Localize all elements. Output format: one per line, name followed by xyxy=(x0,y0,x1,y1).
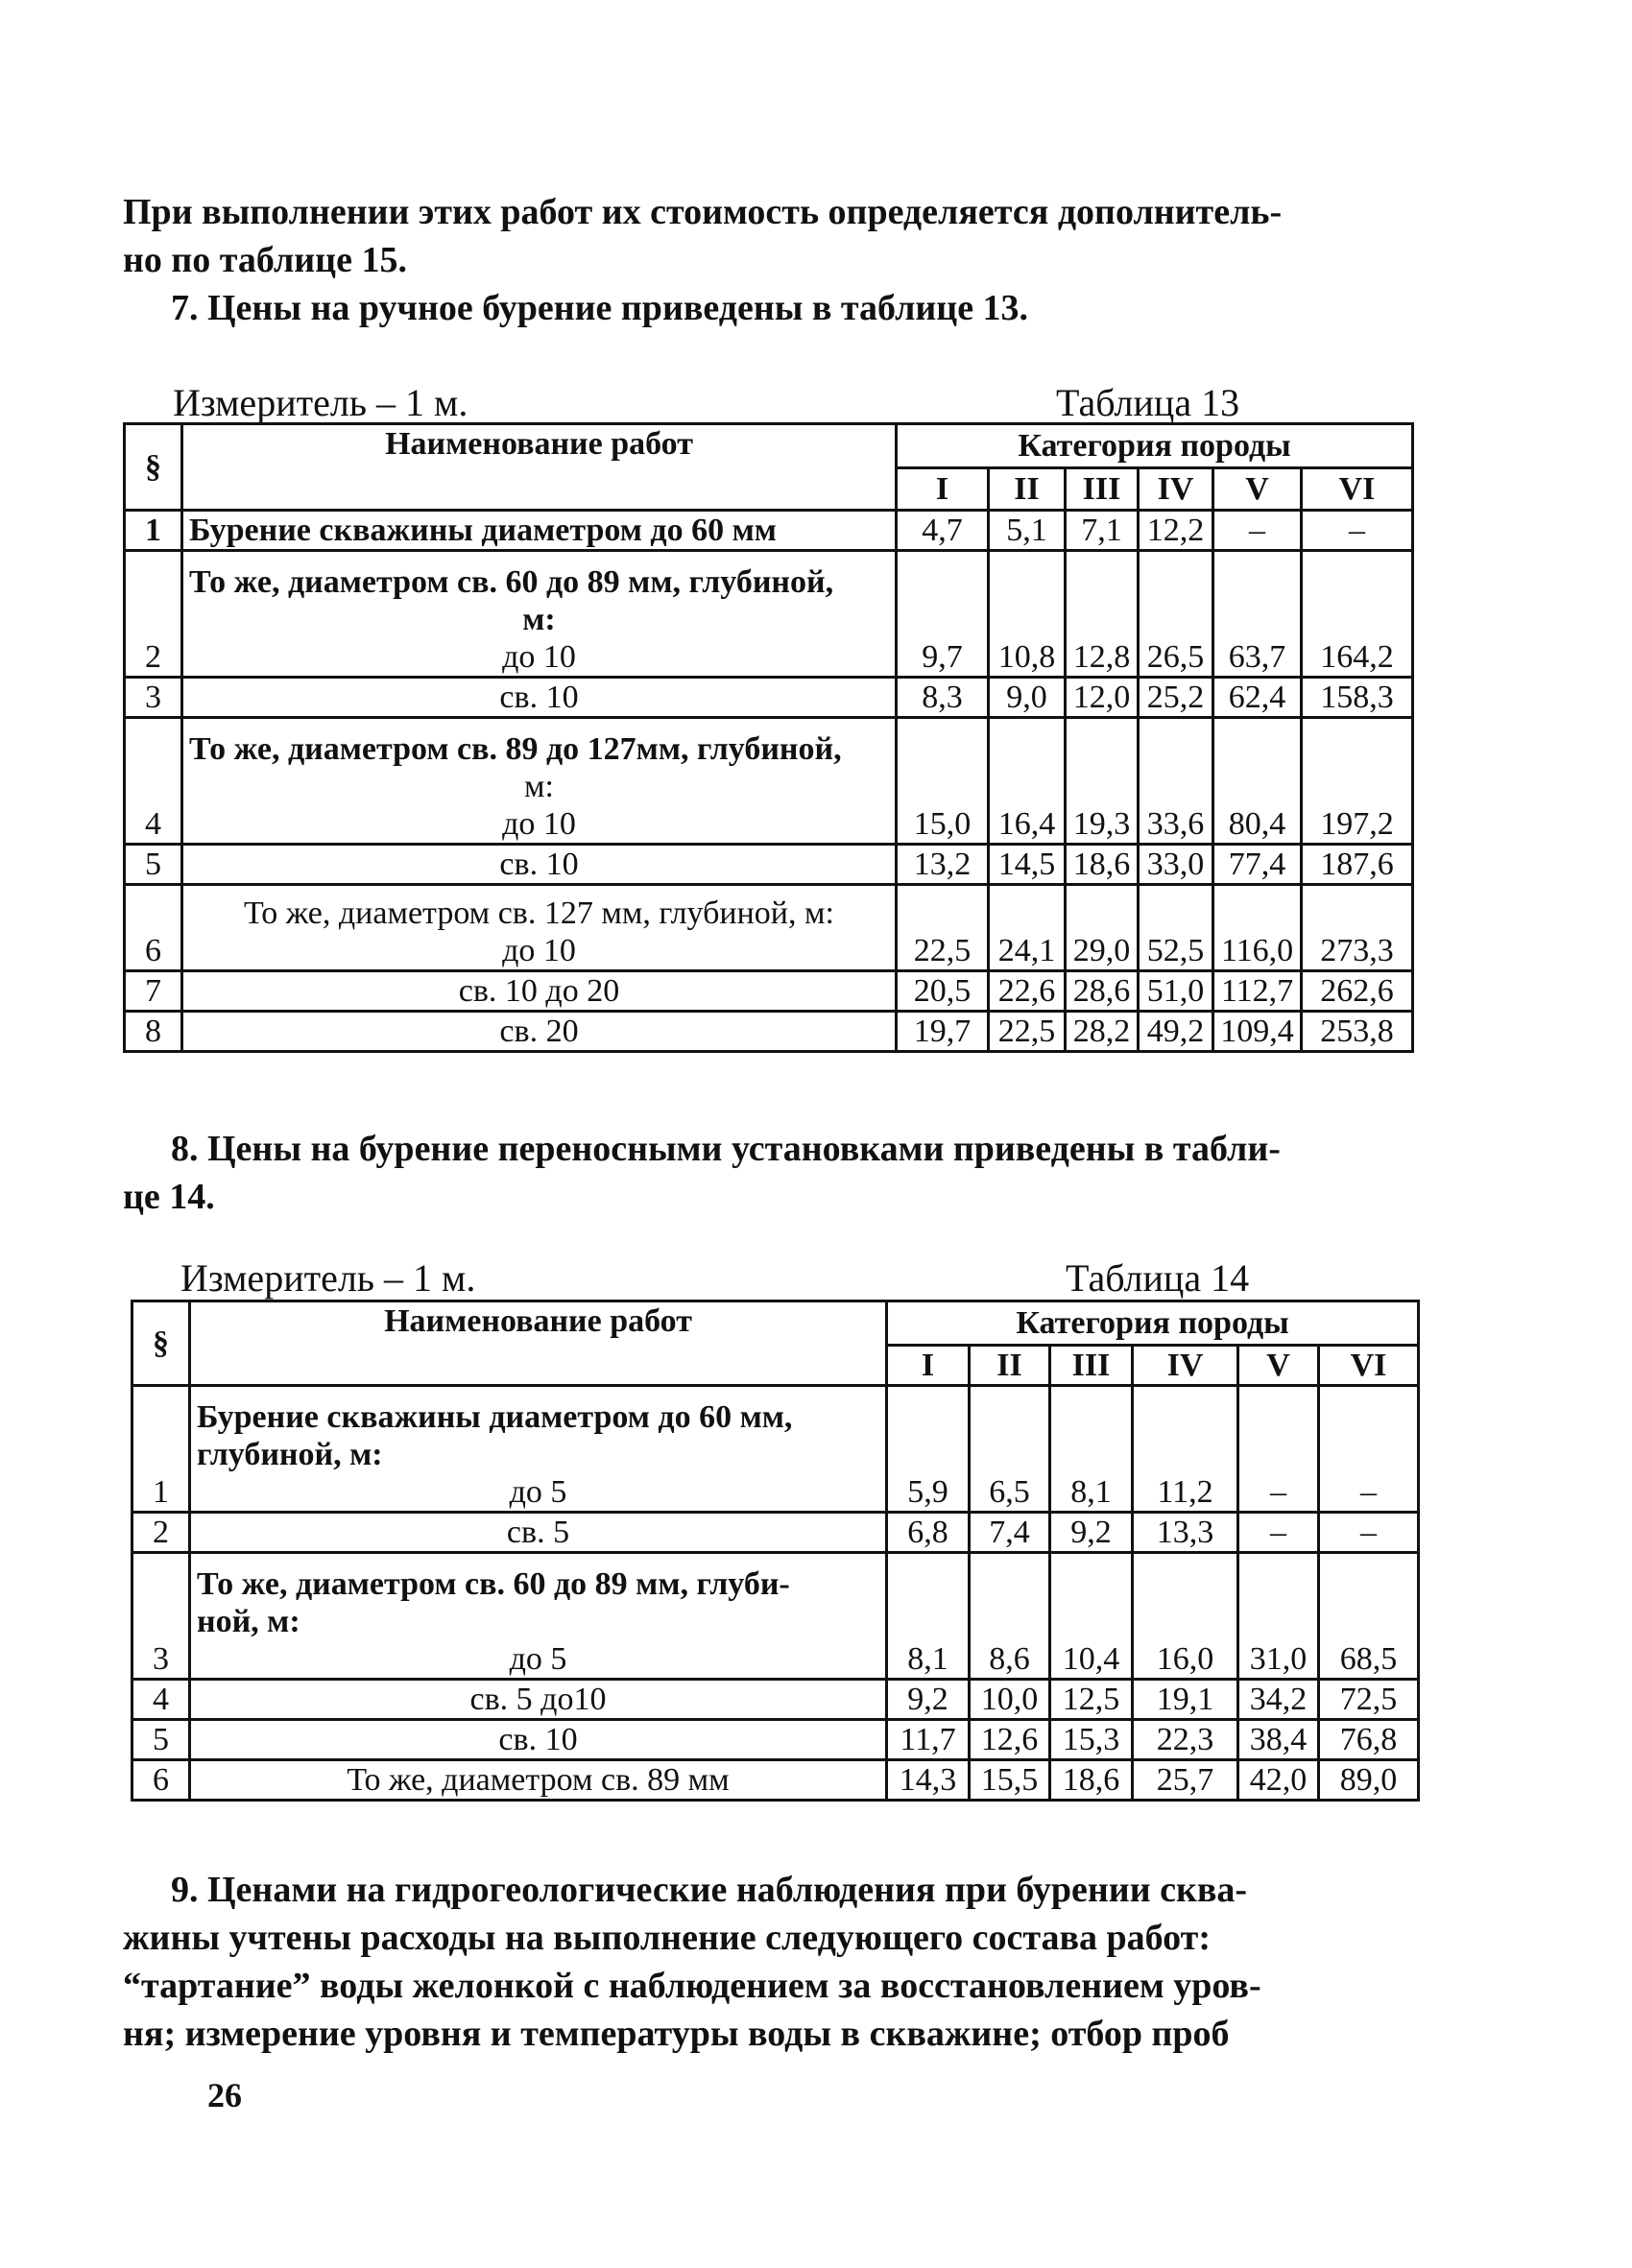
cell-value: 52,5 xyxy=(1139,885,1213,971)
row-number: 3 xyxy=(125,678,182,718)
cell-value: 16,0 xyxy=(1133,1553,1238,1680)
cell-value: 80,4 xyxy=(1213,718,1302,845)
row-name xyxy=(182,971,897,1012)
cell-value: 7,1 xyxy=(1066,511,1139,551)
cell-value: 11,7 xyxy=(887,1720,970,1760)
table-row xyxy=(125,718,1413,845)
cell-value: 72,5 xyxy=(1319,1680,1419,1720)
cell-value: 77,4 xyxy=(1213,845,1302,885)
cell-value: 12,2 xyxy=(1139,511,1213,551)
cell-value: 16,4 xyxy=(989,718,1066,845)
row-name-text: до 10 xyxy=(502,806,576,842)
cell-value: 22,5 xyxy=(989,1012,1066,1052)
cell-value: 20,5 xyxy=(897,971,989,1012)
table13-title: Таблица 13 xyxy=(1056,381,1240,424)
cell-value: 28,2 xyxy=(1066,1012,1139,1052)
intro-paragraph xyxy=(123,188,1380,332)
cell-value: 15,0 xyxy=(897,718,989,845)
paragraph-8 xyxy=(123,1125,1380,1221)
table-row xyxy=(132,1720,1419,1760)
table14-title: Таблица 14 xyxy=(1066,1256,1250,1300)
para8-line-1: 8. Цены на бурение переносными установками приведены в табли- xyxy=(171,1129,1281,1169)
cell-value: 8,1 xyxy=(1050,1386,1133,1513)
table13-cat-2: II xyxy=(989,468,1066,511)
cell-value: 68,5 xyxy=(1319,1553,1419,1680)
table-row xyxy=(125,551,1413,678)
cell-value: – xyxy=(1213,511,1302,551)
row-number: 3 xyxy=(132,1553,190,1680)
cell-value: 25,2 xyxy=(1139,678,1213,718)
cell-value: – xyxy=(1319,1386,1419,1513)
cell-value: 18,6 xyxy=(1066,845,1139,885)
row-name-text: Бурение скважины диаметром до 60 мм xyxy=(189,513,777,548)
cell-value: 10,8 xyxy=(989,551,1066,678)
cell-value: 24,1 xyxy=(989,885,1066,971)
row-number: 8 xyxy=(125,1012,182,1052)
row-group-heading-unit: глубиной, м: xyxy=(197,1437,383,1472)
table-14 xyxy=(131,1300,1420,1802)
cell-value: 7,4 xyxy=(970,1513,1050,1553)
cell-value: 112,7 xyxy=(1213,971,1302,1012)
para8-line-2: це 14. xyxy=(123,1177,215,1217)
table-row xyxy=(125,885,1413,971)
row-group-heading: То же, диаметром св. 127 мм, глубиной, м: xyxy=(244,895,834,931)
row-name-text: до 5 xyxy=(509,1641,567,1677)
row-number: 1 xyxy=(125,511,182,551)
page-number: 26 xyxy=(207,2076,242,2114)
cell-value: 13,2 xyxy=(897,845,989,885)
cell-value: 15,3 xyxy=(1050,1720,1133,1760)
row-number: 2 xyxy=(125,551,182,678)
cell-value: – xyxy=(1238,1513,1319,1553)
row-number: 2 xyxy=(132,1513,190,1553)
cell-value: 15,5 xyxy=(970,1760,1050,1801)
cell-value: 12,8 xyxy=(1066,551,1139,678)
cell-value: 25,7 xyxy=(1133,1760,1238,1801)
cell-value: 76,8 xyxy=(1319,1720,1419,1760)
cell-value: 273,3 xyxy=(1302,885,1413,971)
intro-line-1: При выполнении этих работ их стоимость определяется дополнитель- xyxy=(123,192,1283,232)
intro-line-2: но по таблице 15. xyxy=(123,240,407,280)
cell-value: 9,2 xyxy=(1050,1513,1133,1553)
cell-value: 253,8 xyxy=(1302,1012,1413,1052)
table14-cat-1: I xyxy=(887,1346,970,1386)
row-number: 1 xyxy=(132,1386,190,1513)
cell-value: 197,2 xyxy=(1302,718,1413,845)
table-row xyxy=(125,971,1413,1012)
cell-value: – xyxy=(1302,511,1413,551)
row-name-text: св. 5 xyxy=(506,1515,570,1550)
cell-value: 19,1 xyxy=(1133,1680,1238,1720)
cell-value: 14,5 xyxy=(989,845,1066,885)
cell-value: 8,1 xyxy=(887,1553,970,1680)
row-group-heading-unit: м: xyxy=(524,769,554,804)
cell-value: 19,3 xyxy=(1066,718,1139,845)
cell-value: 8,3 xyxy=(897,678,989,718)
cell-value: 116,0 xyxy=(1213,885,1302,971)
cell-value: 26,5 xyxy=(1139,551,1213,678)
cell-value: 89,0 xyxy=(1319,1760,1419,1801)
row-group-heading-unit: м: xyxy=(522,602,556,637)
table14-cat-5: V xyxy=(1238,1346,1319,1386)
row-name-text: св. 10 xyxy=(498,1722,578,1757)
row-number: 5 xyxy=(132,1720,190,1760)
table-13 xyxy=(123,422,1414,1053)
table-row xyxy=(132,1760,1419,1801)
row-name xyxy=(182,845,897,885)
cell-value: 164,2 xyxy=(1302,551,1413,678)
cell-value: – xyxy=(1319,1513,1419,1553)
cell-value: 10,4 xyxy=(1050,1553,1133,1680)
row-number: 6 xyxy=(132,1760,190,1801)
table-row xyxy=(132,1553,1419,1680)
table14-cat-4: IV xyxy=(1133,1346,1238,1386)
cell-value: 12,5 xyxy=(1050,1680,1133,1720)
cell-value: 18,6 xyxy=(1050,1760,1133,1801)
table13-measure: Измеритель – 1 м. xyxy=(173,381,468,424)
table-row xyxy=(125,845,1413,885)
cell-value: – xyxy=(1238,1386,1319,1513)
row-name xyxy=(182,885,897,971)
cell-value: 9,2 xyxy=(887,1680,970,1720)
row-number: 4 xyxy=(125,718,182,845)
table13-header-section: § xyxy=(125,424,182,511)
table14-header-section: § xyxy=(132,1301,190,1386)
table14-cat-2: II xyxy=(970,1346,1050,1386)
row-number: 7 xyxy=(125,971,182,1012)
row-name xyxy=(182,678,897,718)
row-name xyxy=(182,718,897,845)
cell-value: 22,3 xyxy=(1133,1720,1238,1760)
cell-value: 33,6 xyxy=(1139,718,1213,845)
table13-cat-5: V xyxy=(1213,468,1302,511)
cell-value: 28,6 xyxy=(1066,971,1139,1012)
row-number: 6 xyxy=(125,885,182,971)
cell-value: 6,5 xyxy=(970,1386,1050,1513)
cell-value: 31,0 xyxy=(1238,1553,1319,1680)
cell-value: 19,7 xyxy=(897,1012,989,1052)
table-row xyxy=(125,511,1413,551)
table13-cat-6: VI xyxy=(1302,468,1413,511)
cell-value: 5,9 xyxy=(887,1386,970,1513)
row-name xyxy=(190,1386,887,1513)
table-row xyxy=(125,1012,1413,1052)
cell-value: 63,7 xyxy=(1213,551,1302,678)
para9-line-1: 9. Ценами на гидрогеологические наблюдения при бурении сква- xyxy=(171,1870,1248,1910)
row-name-text: св. 10 xyxy=(499,847,579,882)
cell-value: 38,4 xyxy=(1238,1720,1319,1760)
row-group-heading: Бурение скважины диаметром до 60 мм, xyxy=(197,1399,793,1435)
table14-cat-3: III xyxy=(1050,1346,1133,1386)
row-name xyxy=(190,1553,887,1680)
cell-value: 10,0 xyxy=(970,1680,1050,1720)
cell-value: 42,0 xyxy=(1238,1760,1319,1801)
cell-value: 12,0 xyxy=(1066,678,1139,718)
cell-value: 49,2 xyxy=(1139,1012,1213,1052)
cell-value: 22,5 xyxy=(897,885,989,971)
cell-value: 187,6 xyxy=(1302,845,1413,885)
table13-cat-3: III xyxy=(1066,468,1139,511)
row-name xyxy=(190,1513,887,1553)
row-name-text: до 10 xyxy=(502,933,576,968)
table14-header-category: Категория породы xyxy=(887,1301,1419,1346)
cell-value: 109,4 xyxy=(1213,1012,1302,1052)
table14-measure: Измеритель – 1 м. xyxy=(180,1256,476,1300)
cell-value: 12,6 xyxy=(970,1720,1050,1760)
row-name-text: То же, диаметром св. 89 мм xyxy=(347,1762,730,1798)
cell-value: 13,3 xyxy=(1133,1513,1238,1553)
row-name xyxy=(182,511,897,551)
row-name xyxy=(182,551,897,678)
row-group-heading: То же, диаметром св. 60 до 89 мм, глубиной, xyxy=(189,564,834,600)
cell-value: 11,2 xyxy=(1133,1386,1238,1513)
row-group-heading: То же, диаметром св. 89 до 127мм, глубиной, xyxy=(189,731,842,767)
table14-header-name: Наименование работ xyxy=(190,1301,887,1386)
row-name xyxy=(190,1720,887,1760)
row-group-heading-unit: ной, м: xyxy=(197,1604,300,1639)
row-name xyxy=(182,1012,897,1052)
table13-cat-1: I xyxy=(897,468,989,511)
row-name-text: св. 20 xyxy=(499,1014,579,1049)
para9-line-2: жины учтены расходы на выполнение следующего состава работ: xyxy=(123,1918,1212,1958)
table-row xyxy=(132,1513,1419,1553)
cell-value: 4,7 xyxy=(897,511,989,551)
row-name-text: до 10 xyxy=(502,639,576,675)
cell-value: 262,6 xyxy=(1302,971,1413,1012)
cell-value: 22,6 xyxy=(989,971,1066,1012)
table-row xyxy=(132,1386,1419,1513)
cell-value: 6,8 xyxy=(887,1513,970,1553)
cell-value: 5,1 xyxy=(989,511,1066,551)
para9-line-4: ня; измерение уровня и температуры воды в скважине; отбор проб xyxy=(123,2014,1230,2054)
table14-cat-6: VI xyxy=(1319,1346,1419,1386)
row-name xyxy=(190,1760,887,1801)
row-name-text: св. 5 до10 xyxy=(469,1682,607,1717)
row-name-text: до 5 xyxy=(509,1474,567,1510)
table13-cat-4: IV xyxy=(1139,468,1213,511)
cell-value: 8,6 xyxy=(970,1553,1050,1680)
row-number: 5 xyxy=(125,845,182,885)
cell-value: 14,3 xyxy=(887,1760,970,1801)
para9-line-3: “тартание” воды желонкой с наблюдением за восстановлением уров- xyxy=(123,1966,1261,2006)
row-group-heading: То же, диаметром св. 60 до 89 мм, глуби- xyxy=(197,1566,790,1602)
paragraph-9 xyxy=(123,1866,1380,2058)
row-name-text: св. 10 до 20 xyxy=(458,973,620,1009)
row-name-text: св. 10 xyxy=(499,680,579,715)
cell-value: 9,7 xyxy=(897,551,989,678)
cell-value: 158,3 xyxy=(1302,678,1413,718)
intro-line-3: 7. Цены на ручное бурение приведены в таблице 13. xyxy=(171,288,1029,328)
table-row xyxy=(132,1680,1419,1720)
table13-header-name: Наименование работ xyxy=(182,424,897,511)
row-number: 4 xyxy=(132,1680,190,1720)
cell-value: 9,0 xyxy=(989,678,1066,718)
cell-value: 34,2 xyxy=(1238,1680,1319,1720)
cell-value: 29,0 xyxy=(1066,885,1139,971)
table-row xyxy=(125,678,1413,718)
cell-value: 33,0 xyxy=(1139,845,1213,885)
cell-value: 51,0 xyxy=(1139,971,1213,1012)
table13-header-category: Категория породы xyxy=(897,424,1413,468)
row-name xyxy=(190,1680,887,1720)
cell-value: 62,4 xyxy=(1213,678,1302,718)
